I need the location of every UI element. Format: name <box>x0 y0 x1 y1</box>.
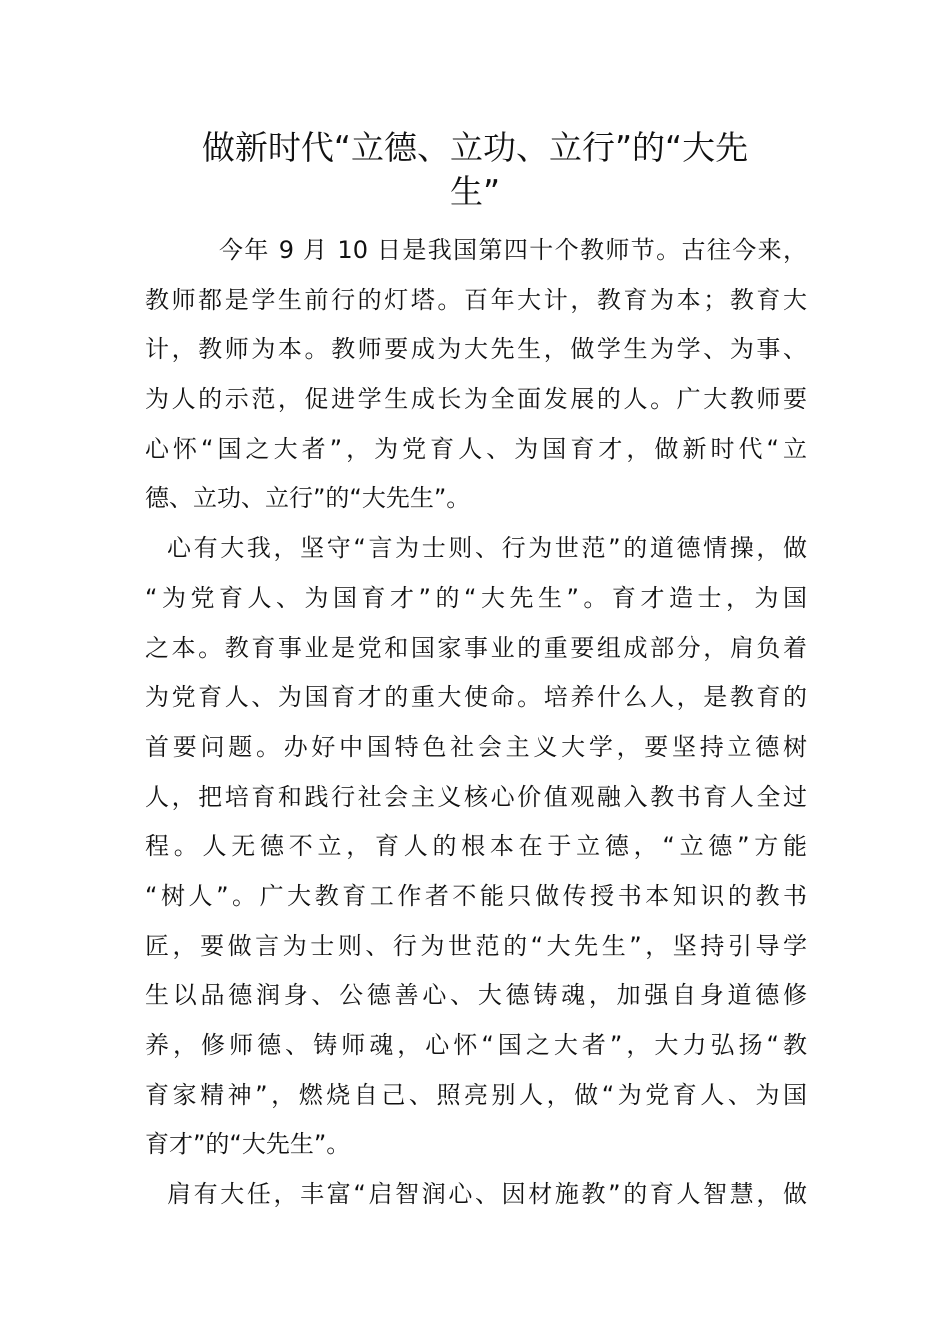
paragraph-line: 匠，要做言为士则、行为世范的“大先生”，坚持引导学 <box>145 931 807 960</box>
paragraph-line: 计，教师为本。教师要成为大先生，做学生为学、为事、 <box>145 335 807 364</box>
paragraph-line: 育家精神”，燃烧自己、照亮别人，做“为党育人、为国 <box>145 1080 807 1109</box>
paragraph-line: 为人的示范，促进学生成长为全面发展的人。广大教师要 <box>145 385 807 414</box>
paragraph-line: 德、立功、立行”的“大先生”。 <box>145 484 471 513</box>
paragraph-line: 教师都是学生前行的灯塔。百年大计，教育为本；教育大 <box>145 285 807 314</box>
paragraph-2 <box>145 524 807 1170</box>
paragraph-line: 心有大我，坚守“言为士则、行为世范”的道德情操，做 <box>167 534 807 563</box>
title-line-2: 生” <box>449 172 501 211</box>
paragraph-line: 首要问题。办好中国特色社会主义大学，要坚持立德树 <box>145 732 807 761</box>
paragraph-1 <box>145 226 807 524</box>
paragraph-line: 今年 9 月 10 日是我国第四十个教师节。古往今来， <box>219 236 807 264</box>
paragraph-line: 为党育人、为国育才的重大使命。培养什么人，是教育的 <box>145 683 807 712</box>
paragraph-line: 生以品德润身、公德善心、大德铸魂，加强自身道德修 <box>145 981 807 1010</box>
document-body <box>145 226 807 1220</box>
paragraph-line: “为党育人、为国育才”的“大先生”。育才造士，为国 <box>145 583 807 612</box>
paragraph-line: 人，把培育和践行社会主义核心价值观融入教书育人全过 <box>145 782 807 811</box>
paragraph-line: 养，修师德、铸师魂，心怀“国之大者”，大力弘扬“教 <box>145 1031 807 1059</box>
paragraph-3 <box>145 1170 807 1220</box>
document-title <box>140 126 810 214</box>
paragraph-line: 心怀“国之大者”，为党育人、为国育才，做新时代“立 <box>145 434 807 463</box>
title-line-1: 做新时代“立德、立功、立行”的“大先 <box>201 128 749 167</box>
paragraph-line: 之本。教育事业是党和国家事业的重要组成部分，肩负着 <box>145 633 807 662</box>
paragraph-line: 育才”的“大先生”。 <box>145 1130 351 1159</box>
paragraph-line: 程。人无德不立，育人的根本在于立德，“立德”方能 <box>145 832 807 861</box>
paragraph-line: 肩有大任，丰富“启智润心、因材施教”的育人智慧，做 <box>167 1180 807 1209</box>
paragraph-line: “树人”。广大教育工作者不能只做传授书本知识的教书 <box>145 881 807 910</box>
